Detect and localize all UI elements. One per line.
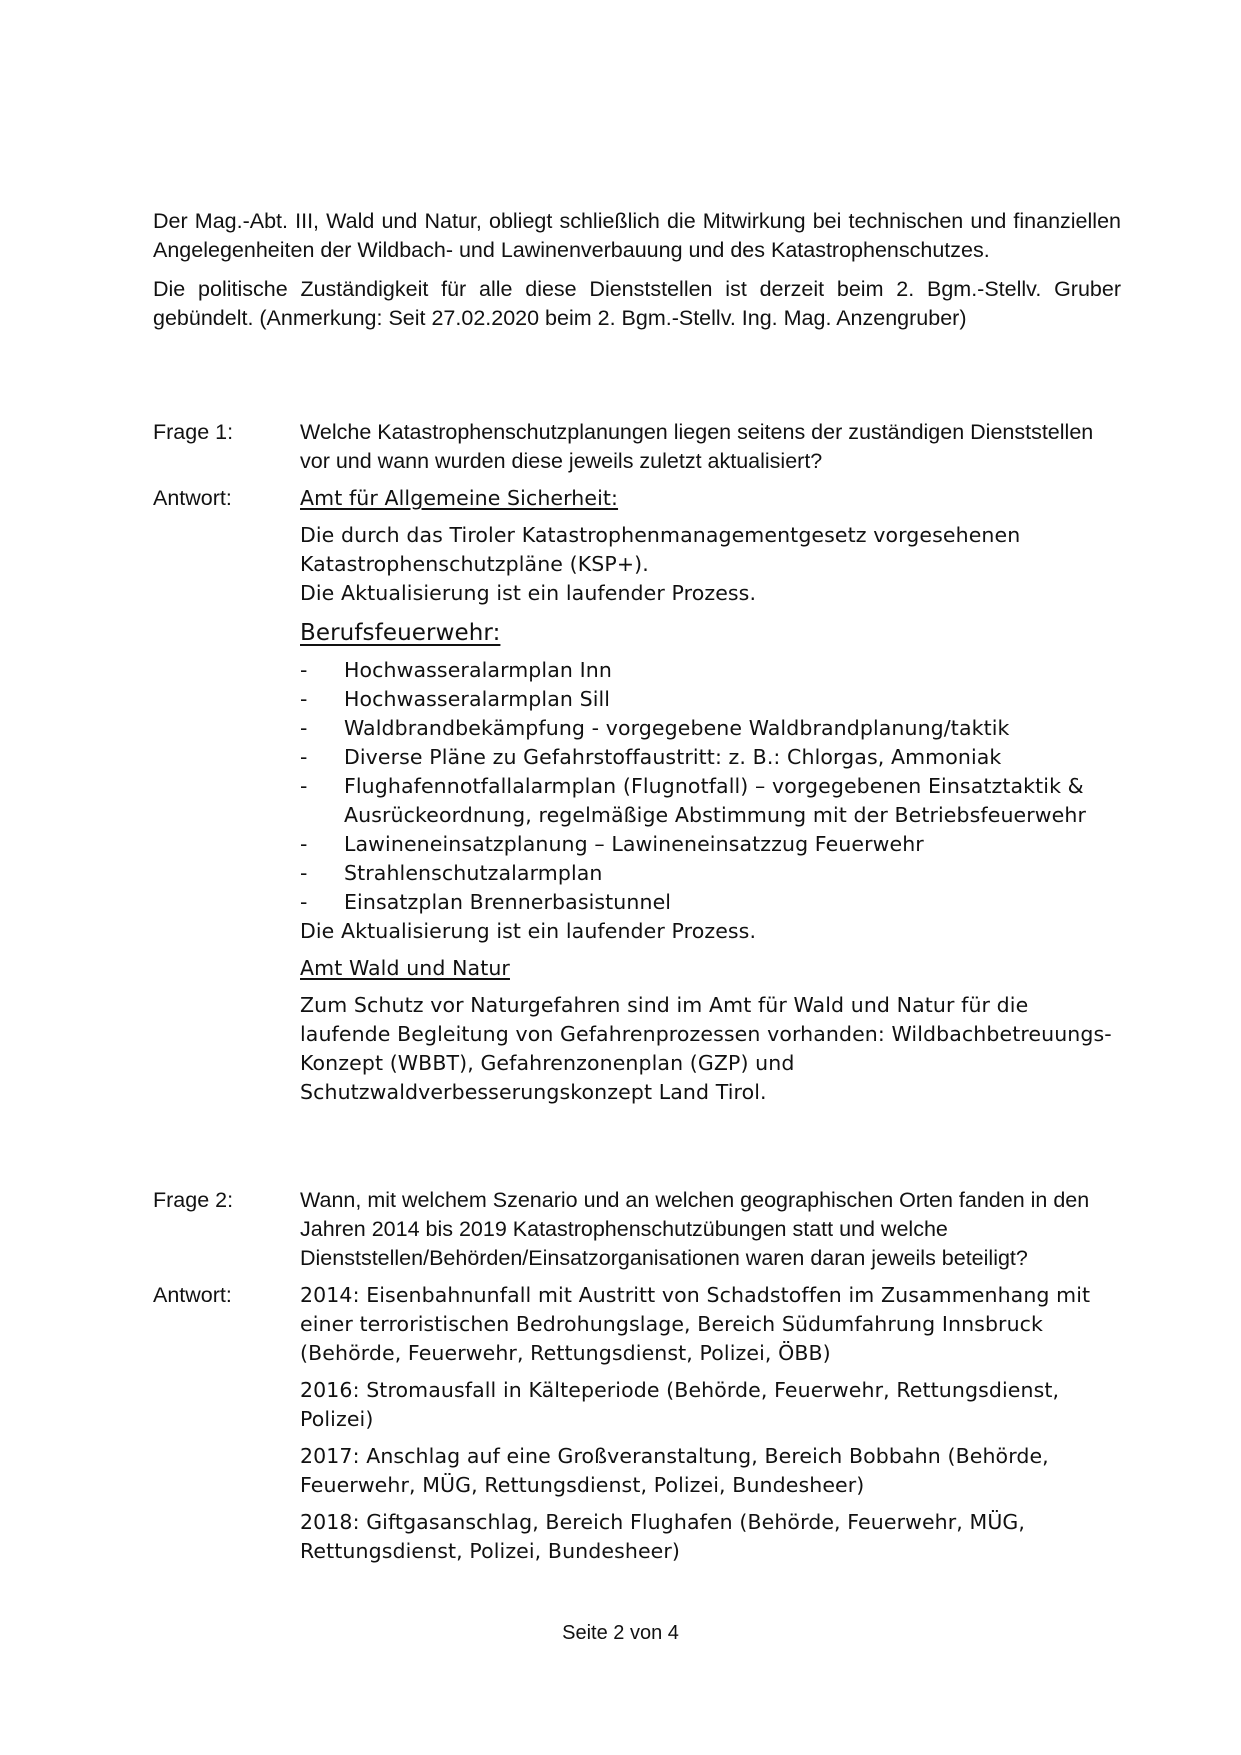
answer-body — [300, 1281, 1121, 1566]
answer-label: Antwort: — [153, 486, 232, 510]
section-text: Die Aktualisierung ist ein laufender Prozess. — [300, 581, 757, 605]
list-item: - Einsatzplan Brennerbasistunnel — [300, 888, 1121, 917]
question-label: Frage 1: — [153, 420, 234, 444]
question-text: Wann, mit welchem Szenario und an welchen geographischen Orten fanden in den Jahren 2014 bis 2019 Katastrophenschutzübungen statt und welche Dienststellen/Behörden/Einsatzorganisationen waren daran jeweils beteiligt? — [300, 1188, 1090, 1270]
exercise-entry: 2014: Eisenbahnunfall mit Austritt von Schadstoffen im Zusammenhang mit einer terroristischen Bedrohungslage, Bereich Südumfahrung Innsbruck (Behörde, Feuerwehr, Rettungsdienst, Polizei, ÖBB) — [300, 1283, 1091, 1365]
section-heading: Amt Wald und Natur — [300, 956, 510, 980]
list-item: - Hochwasseralarmplan Sill — [300, 685, 1121, 714]
intro-paragraph: Der Mag.-Abt. III, Wald und Natur, obliegt schließlich die Mitwirkung bei technischen und finanziellen Angelegenheiten der Wildbach- und Lawinenverbauung und des Katastrophenschutzes. — [153, 209, 1121, 262]
plan-list — [300, 656, 1121, 917]
section-text: Die durch das Tiroler Katastrophenmanagementgesetz vorgesehenen Katastrophenschutzpläne (KSP+). — [300, 523, 1021, 576]
question-row — [153, 418, 1121, 476]
question-2-block — [153, 1186, 1121, 1566]
list-item: - Flughafennotfallalarmplan (Flugnotfall) – vorgegebenen Einsatztaktik & Ausrückeordnung, regelmäßige Abstimmung mit der Betriebsfeuerwehr — [300, 772, 1121, 830]
answer-label: Antwort: — [153, 1283, 232, 1307]
answer-body — [300, 484, 1121, 1107]
intro-section — [153, 207, 1121, 343]
section-heading: Amt für Allgemeine Sicherheit: — [300, 486, 619, 510]
list-item: - Waldbrandbekämpfung - vorgegebene Waldbrandplanung/taktik — [300, 714, 1121, 743]
list-item: - Hochwasseralarmplan Inn — [300, 656, 1121, 685]
section-text: Zum Schutz vor Naturgefahren sind im Amt für Wald und Natur für die laufende Begleitung von Gefahrenprozessen vorhanden: Wildbachbetreuungs-Konzept (WBBT), Gefahrenzonenplan (GZP) und Schutzwaldverbesserungskonzept Land Tirol. — [300, 993, 1112, 1104]
page-number: Seite 2 von 4 — [562, 1622, 679, 1644]
exercise-entry: 2017: Anschlag auf eine Großveranstaltung, Bereich Bobbahn (Behörde, Feuerwehr, MÜG, Rettungsdienst, Polizei, Bundesheer) — [300, 1444, 1049, 1497]
exercise-entry: 2018: Giftgasanschlag, Bereich Flughafen (Behörde, Feuerwehr, MÜG, Rettungsdienst, Polizei, Bundesheer) — [300, 1510, 1026, 1563]
question-text: Welche Katastrophenschutzplanungen liegen seitens der zuständigen Dienststellen vor und wann wurden diese jeweils zuletzt aktualisiert? — [300, 420, 1094, 473]
section-text: Die Aktualisierung ist ein laufender Prozess. — [300, 919, 757, 943]
question-label: Frage 2: — [153, 1188, 234, 1212]
list-item: - Lawineneinsatzplanung – Lawineneinsatzzug Feuerwehr — [300, 830, 1121, 859]
question-row — [153, 1186, 1121, 1273]
intro-paragraph: Die politische Zuständigkeit für alle diese Dienststellen ist derzeit beim 2. Bgm.-Stellv. Gruber gebündelt. (Anmerkung: Seit 27.02.2020 beim 2. Bgm.-Stellv. Ing. Mag. Anzengruber) — [153, 277, 1121, 330]
answer-row — [153, 484, 1121, 1107]
exercise-entry: 2016: Stromausfall in Kälteperiode (Behörde, Feuerwehr, Rettungsdienst, Polizei) — [300, 1378, 1060, 1431]
section-heading: Berufsfeuerwehr: — [300, 620, 501, 646]
list-item: - Strahlenschutzalarmplan — [300, 859, 1121, 888]
list-item: - Diverse Pläne zu Gefahrstoffaustritt: z. B.: Chlorgas, Ammoniak — [300, 743, 1121, 772]
answer-row — [153, 1281, 1121, 1566]
question-1-block — [153, 418, 1121, 1107]
